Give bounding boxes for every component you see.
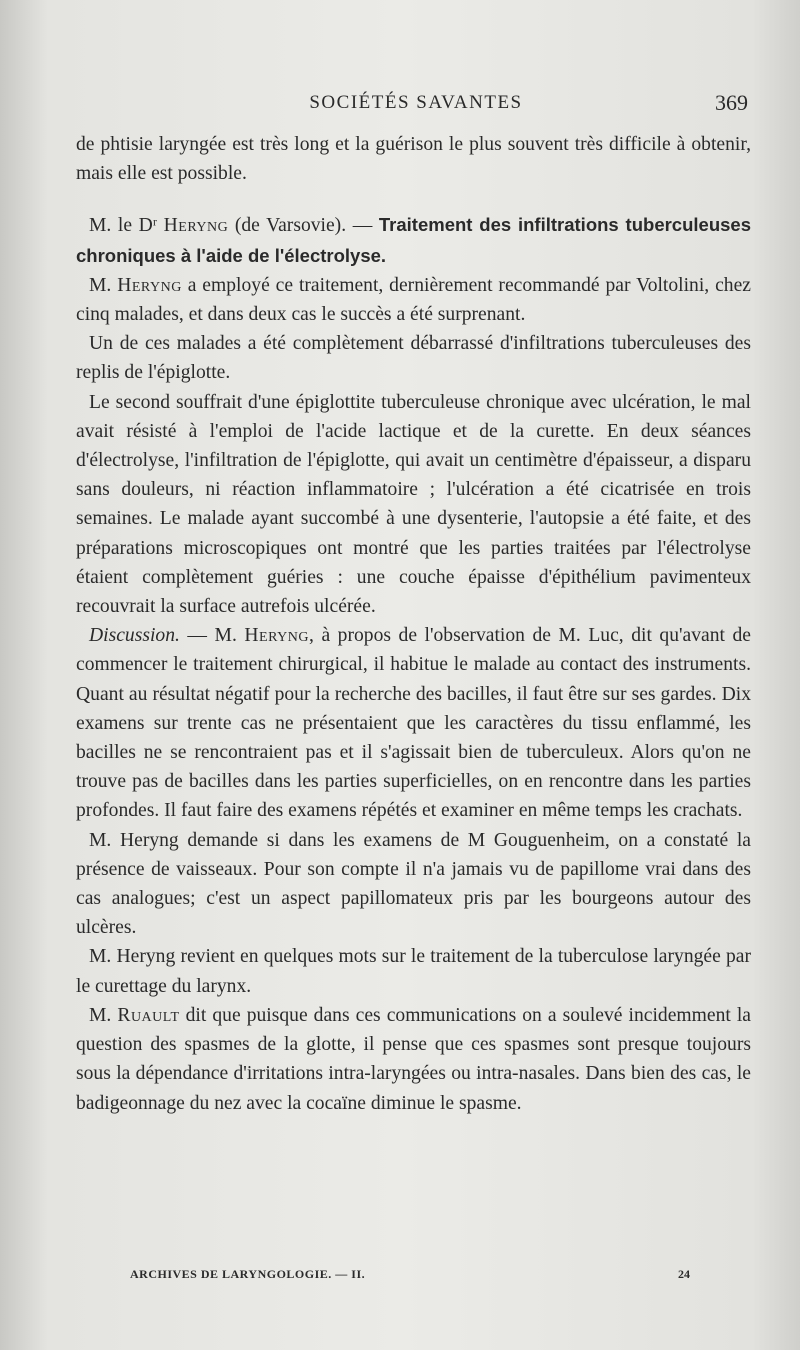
paragraph-treatment (76, 271, 751, 329)
discussion-dash: — M. (179, 625, 245, 647)
speaker-prefix: M. (89, 1004, 118, 1026)
signature-number: 24 (678, 1267, 690, 1281)
paragraph-vessels: M. Heryng demande si dans les examens de M Gouguenheim, on a constaté la présence de vaisseaux. Pour son compte il n'a jamais vu de papillome vrai dans des cas analogues; c'est un aspect papillomateux pris par les bourgeons autour des ulcères. (76, 829, 751, 939)
paragraph-second-patient: Le second souffrait d'une épiglottite tuberculeuse chronique avec ulcération, le mal avait résisté à l'emploi de l'acide lactique et de la curette. En deux séances d'électrolyse, l'infiltration de l'épiglotte, qui avait un centimètre d'épaisseur, a disparu sans douleurs, ni réaction inflammatoire ; l'ulcération a été cicatrisée en trois semaines. Le malade ayant succombé à une dysenterie, l'autopsie a été faite, et des préparations microscopiques ont montré que les parties traitées par l'électrolyse étaient complètement guéries : une couche épaisse d'épithélium pavimenteux recouvrait la surface autrefois ulcérée. (76, 391, 751, 618)
page-header (76, 88, 756, 118)
discussion-label: Discussion. (89, 625, 180, 647)
communication-title: Traitement des infiltrations tuberculeuses chroniques à l'aide de l'électrolyse. (76, 214, 751, 266)
paragraph-text: a employé ce traitement, dernièrement recommandé par Voltolini, chez cinq malades, et dans deux cas le succès a été surprenant. (76, 274, 751, 326)
paragraph-ruault (76, 1001, 751, 1118)
speaker-name: Heryng (117, 274, 182, 296)
page-footer (130, 1267, 690, 1287)
speaker-origin: (de Varsovie). — (228, 215, 379, 237)
speaker-prefix: M. le Dʳ (89, 215, 164, 237)
speaker-name: Heryng (163, 215, 229, 237)
paragraph-text: dit que puisque dans ces communications on a soulevé incidemment la question des spasmes de la glotte, il pense que ces spasmes sont presque toujours sous la dépendance d'irritations intra-laryngées ou intra-nasales. Dans bien des cas, le badigeonnage du nez avec la cocaïne diminue le spasme. (76, 1004, 751, 1114)
speaker-name: Heryng (244, 625, 310, 647)
running-title: SOCIÉTÉS SAVANTES (309, 92, 523, 113)
paragraph-curettage: M. Heryng revient en quelques mots sur le traitement de la tuberculose laryngée par le curettage du larynx. (76, 946, 751, 997)
paragraph-first-patient: Un de ces malades a été complètement débarrassé d'infiltrations tuberculeuses des replis de l'épiglotte. (76, 333, 751, 384)
paragraph-discussion (76, 621, 751, 825)
speaker-prefix: M. (89, 274, 118, 296)
page-number: 369 (715, 90, 748, 115)
speaker-name: Ruault (117, 1004, 180, 1026)
paragraph-heryng-heading (76, 210, 751, 270)
page-body (76, 130, 751, 1118)
paragraph-continuation: de phtisie laryngée est très long et la guérison le plus souvent très difficile à obtenir, mais elle est possible. (76, 134, 751, 185)
journal-footer: ARCHIVES DE LARYNGOLOGIE. — II. (130, 1267, 366, 1281)
paragraph-text: , à propos de l'observation de M. Luc, dit qu'avant de commencer le traitement chirurgical, il habitue le malade au contact des instruments. Quant au résultat négatif pour la recherche des bacilles, il faut être sur ses gardes. Dix examens sur trente cas ne présentaient que les caractères du tissu enflammé, les bacilles ne se rencontraient pas et il s'agissait bien de tuberculeux. Alors qu'on ne trouve pas de bacilles dans les parties superficielles, on en rencontre dans les parties profondes. Il faut faire des examens répétés et examiner en même temps les crachats. (76, 625, 751, 822)
